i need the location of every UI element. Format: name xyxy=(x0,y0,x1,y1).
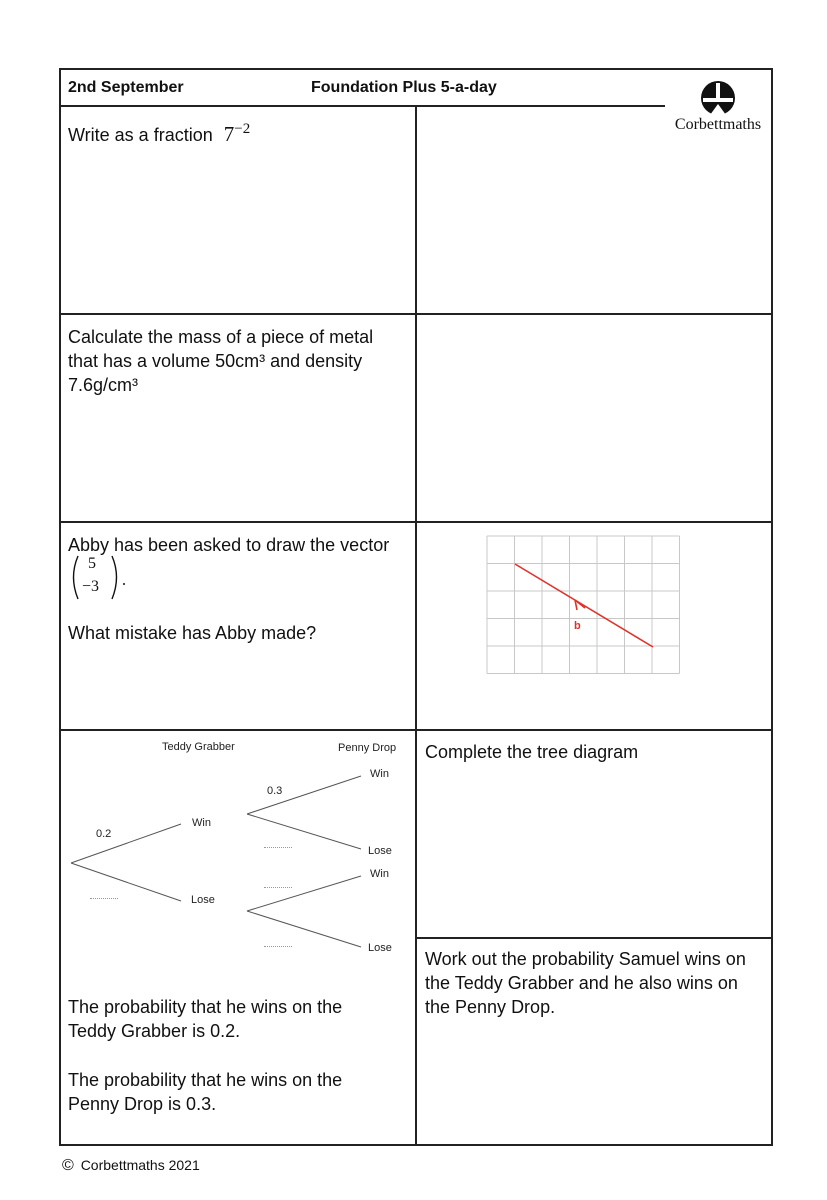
second-lose-label-1: Lose xyxy=(368,845,392,857)
q3-vector-notation xyxy=(68,553,138,603)
vector-label: b xyxy=(574,620,581,632)
first-win-label: Win xyxy=(192,817,211,829)
vector-brackets-icon xyxy=(68,553,138,603)
p-second-win-blank-2[interactable] xyxy=(264,887,292,888)
q4-complete-prompt: Complete the tree diagram xyxy=(425,742,639,762)
q1-text: Write as a fraction xyxy=(68,125,213,145)
logo-text: Corbettmaths xyxy=(674,116,762,133)
q1-power xyxy=(224,122,250,146)
row-divider-right-4 xyxy=(415,937,773,939)
p-second-lose-blank-1[interactable] xyxy=(264,847,292,848)
q3-vector-bottom: −3 xyxy=(82,578,100,595)
branch-first-win xyxy=(71,824,181,863)
p-first-lose-blank[interactable] xyxy=(90,898,118,899)
p-second-lose-blank-2[interactable] xyxy=(264,946,292,947)
q4-work-out: Work out the probability Samuel wins on the Teddy Grabber and he also wins on the Penny Drop. xyxy=(425,949,746,1017)
second-win-label-2: Win xyxy=(370,868,389,880)
vector-b-line xyxy=(515,564,653,647)
vector-grid-svg xyxy=(486,535,682,675)
header-divider-left xyxy=(59,105,665,107)
tree-heading-left: Teddy Grabber xyxy=(162,741,235,753)
header-divider-right xyxy=(771,105,773,107)
row-divider-1 xyxy=(59,313,773,315)
logo-emblem-icon xyxy=(666,80,770,116)
q3-line2: What mistake has Abby made? xyxy=(68,623,317,643)
second-win-label-1: Win xyxy=(370,768,389,780)
copyright-icon: © xyxy=(62,1157,74,1174)
q4-fact-2: The probability that he wins on the Penny Drop is 0.3. xyxy=(68,1070,343,1114)
second-lose-label-2: Lose xyxy=(368,942,392,954)
q2-prompt: Calculate the mass of a piece of metal that has a volume 50cm³ and density 7.6g/cm³ xyxy=(68,327,374,395)
first-lose-label: Lose xyxy=(191,894,215,906)
vector-grid xyxy=(486,535,682,675)
q1-prompt xyxy=(68,117,250,147)
q3-vector-top: 5 xyxy=(88,555,96,572)
row-divider-2 xyxy=(59,521,773,523)
outer-border-right xyxy=(771,68,773,1146)
branch-first-lose xyxy=(71,863,181,901)
footer xyxy=(62,1157,200,1175)
center-divider xyxy=(415,105,417,1145)
corbettmaths-logo xyxy=(666,80,770,140)
branch-lose-lose xyxy=(247,911,361,947)
footer-text: Corbettmaths 2021 xyxy=(80,1157,200,1173)
branch-win-lose xyxy=(247,814,361,849)
branch-lose-win xyxy=(247,876,361,911)
outer-border-left xyxy=(59,68,61,1146)
header-title: Foundation Plus 5-a-day xyxy=(311,79,497,96)
tree-heading-right: Penny Drop xyxy=(338,742,397,754)
tree-diagram xyxy=(61,731,411,971)
q1-base: 7 xyxy=(223,122,235,146)
q3-line1: Abby has been asked to draw the vector xyxy=(68,535,390,555)
branch-win-win xyxy=(247,776,361,814)
p-first-win: 0.2 xyxy=(96,828,112,840)
q1-exponent: −2 xyxy=(234,121,251,137)
p-second-win: 0.3 xyxy=(267,785,283,797)
q4-fact-1: The probability that he wins on the Teddy Grabber is 0.2. xyxy=(68,997,343,1041)
header-date: 2nd September xyxy=(68,79,184,96)
